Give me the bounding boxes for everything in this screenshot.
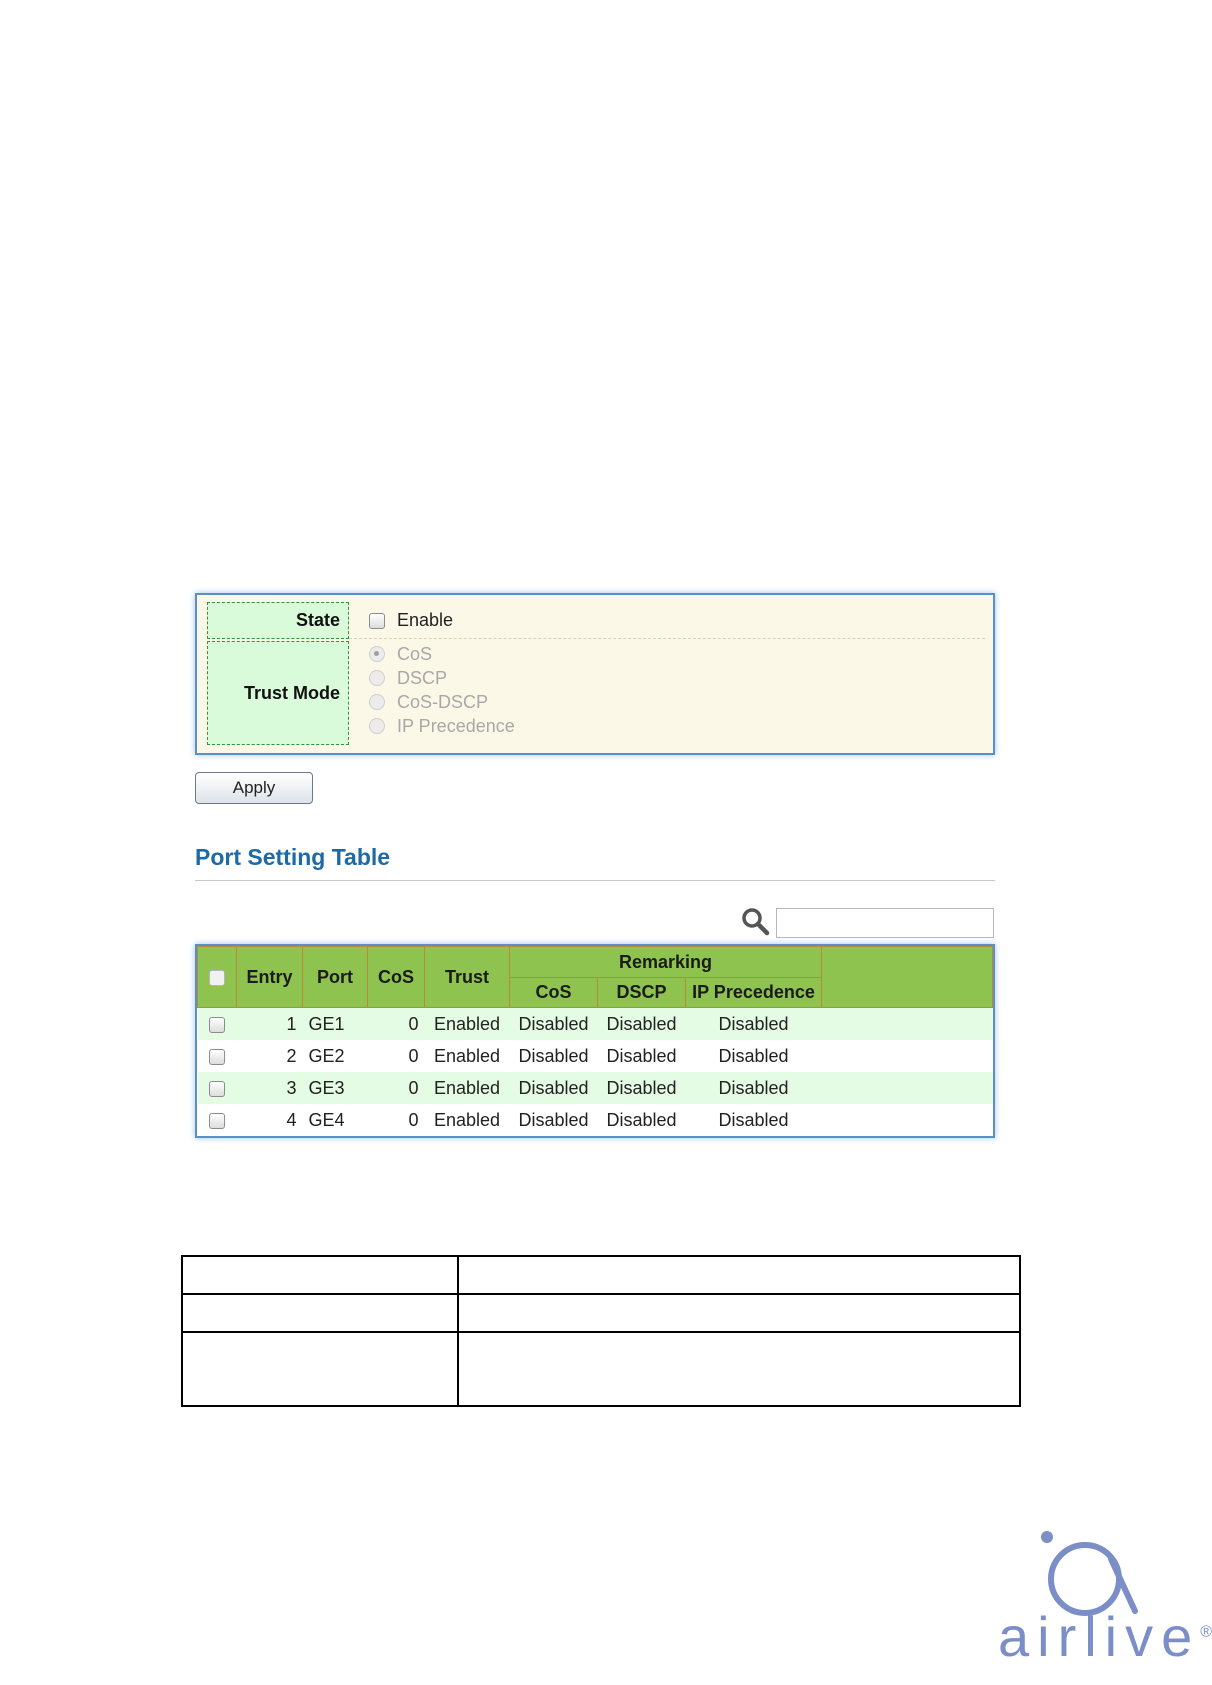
- description-cell: [458, 1294, 1020, 1332]
- remark-ip-precedence-header: IP Precedence: [686, 978, 822, 1008]
- trust-cell: Enabled: [425, 1008, 510, 1041]
- cos-cell: 0: [368, 1008, 425, 1041]
- port-cell: GE3: [303, 1072, 368, 1104]
- registered-mark: ®: [1200, 1623, 1212, 1641]
- description-cell: [182, 1332, 458, 1406]
- trust-cos-radio[interactable]: [369, 646, 385, 662]
- trust-cos-dscp-radio[interactable]: [369, 694, 385, 710]
- port-header: Port: [303, 947, 368, 1008]
- select-all-checkbox[interactable]: [209, 970, 225, 986]
- cos-cell: 0: [408, 1109, 419, 1130]
- entry-header: Entry: [237, 947, 303, 1008]
- description-cell: [182, 1256, 458, 1294]
- entry-cell: 2: [286, 1045, 297, 1066]
- cos-cell: 0: [408, 1045, 419, 1066]
- port-setting-table: [195, 944, 995, 1138]
- remark-ip-cell: Disabled: [686, 1072, 822, 1104]
- search-icon[interactable]: [740, 906, 770, 936]
- remark-dscp-header: DSCP: [598, 978, 686, 1008]
- cos-cell: 0: [368, 1072, 425, 1104]
- description-cell: [458, 1332, 1020, 1406]
- row-checkbox[interactable]: [209, 1017, 225, 1033]
- row-checkbox[interactable]: [209, 1081, 225, 1097]
- table-row: [198, 1072, 993, 1104]
- trust-mode-label: Trust Mode: [207, 641, 349, 745]
- description-cell: [182, 1294, 458, 1332]
- remark-dscp-cell: Disabled: [606, 1109, 677, 1130]
- trust-ip-precedence-label: IP Precedence: [397, 716, 515, 736]
- qos-screenshot: [190, 588, 1010, 1128]
- qos-settings-panel: [195, 593, 995, 755]
- logo-wordmark: [998, 1604, 1212, 1669]
- trust-dscp-radio[interactable]: [369, 670, 385, 686]
- description-table: [181, 1255, 1021, 1407]
- port-cell: GE1: [303, 1008, 368, 1041]
- remark-ip-cell: Disabled: [686, 1008, 822, 1041]
- description-row: [182, 1294, 1020, 1332]
- select-all-header: [198, 947, 237, 1008]
- remark-cos-cell: Disabled: [510, 1008, 598, 1041]
- remark-dscp-cell: Disabled: [606, 1045, 677, 1066]
- entry-cell: 3: [237, 1072, 303, 1104]
- description-row: [182, 1332, 1020, 1406]
- title-divider: [195, 880, 995, 881]
- table-row: [198, 1040, 993, 1072]
- trust-dscp-label: DSCP: [397, 668, 448, 688]
- port-cell: GE2: [308, 1045, 345, 1066]
- remark-ip-cell: Disabled: [718, 1045, 789, 1066]
- empty-header: [822, 947, 993, 1008]
- state-enable-label: Enable: [397, 610, 454, 630]
- trust-header: Trust: [425, 947, 510, 1008]
- trust-cos-label: CoS: [397, 644, 433, 664]
- trust-cell: Enabled: [425, 1072, 510, 1104]
- remark-dscp-cell: Disabled: [598, 1008, 686, 1041]
- description-row: [182, 1256, 1020, 1294]
- state-label: State: [207, 602, 349, 639]
- apply-button[interactable]: Apply: [195, 772, 313, 804]
- trust-cos-dscp-label: CoS-DSCP: [397, 692, 489, 712]
- entry-cell: 4: [286, 1109, 297, 1130]
- search-input[interactable]: [776, 908, 994, 938]
- remarking-header: Remarking: [510, 947, 822, 978]
- logo-text: airlive: [998, 1605, 1201, 1668]
- row-checkbox[interactable]: [209, 1113, 225, 1129]
- trust-ip-precedence-radio[interactable]: [369, 718, 385, 734]
- cos-header: CoS: [368, 947, 425, 1008]
- state-enable-checkbox[interactable]: [369, 613, 385, 629]
- port-setting-table-title: Port Setting Table: [195, 844, 391, 870]
- table-row: [198, 1104, 993, 1136]
- remark-cos-cell: Disabled: [518, 1045, 589, 1066]
- remark-cos-header: CoS: [510, 978, 598, 1008]
- trust-cell: Enabled: [433, 1045, 501, 1066]
- row-checkbox[interactable]: [209, 1049, 225, 1065]
- entry-cell: 1: [237, 1008, 303, 1041]
- remark-cos-cell: Disabled: [510, 1072, 598, 1104]
- table-row: [198, 1008, 993, 1041]
- row-divider: [349, 638, 985, 639]
- port-cell: GE4: [308, 1109, 345, 1130]
- remark-ip-cell: Disabled: [718, 1109, 789, 1130]
- remark-cos-cell: Disabled: [518, 1109, 589, 1130]
- description-cell: [458, 1256, 1020, 1294]
- remark-dscp-cell: Disabled: [598, 1072, 686, 1104]
- trust-cell: Enabled: [433, 1109, 501, 1130]
